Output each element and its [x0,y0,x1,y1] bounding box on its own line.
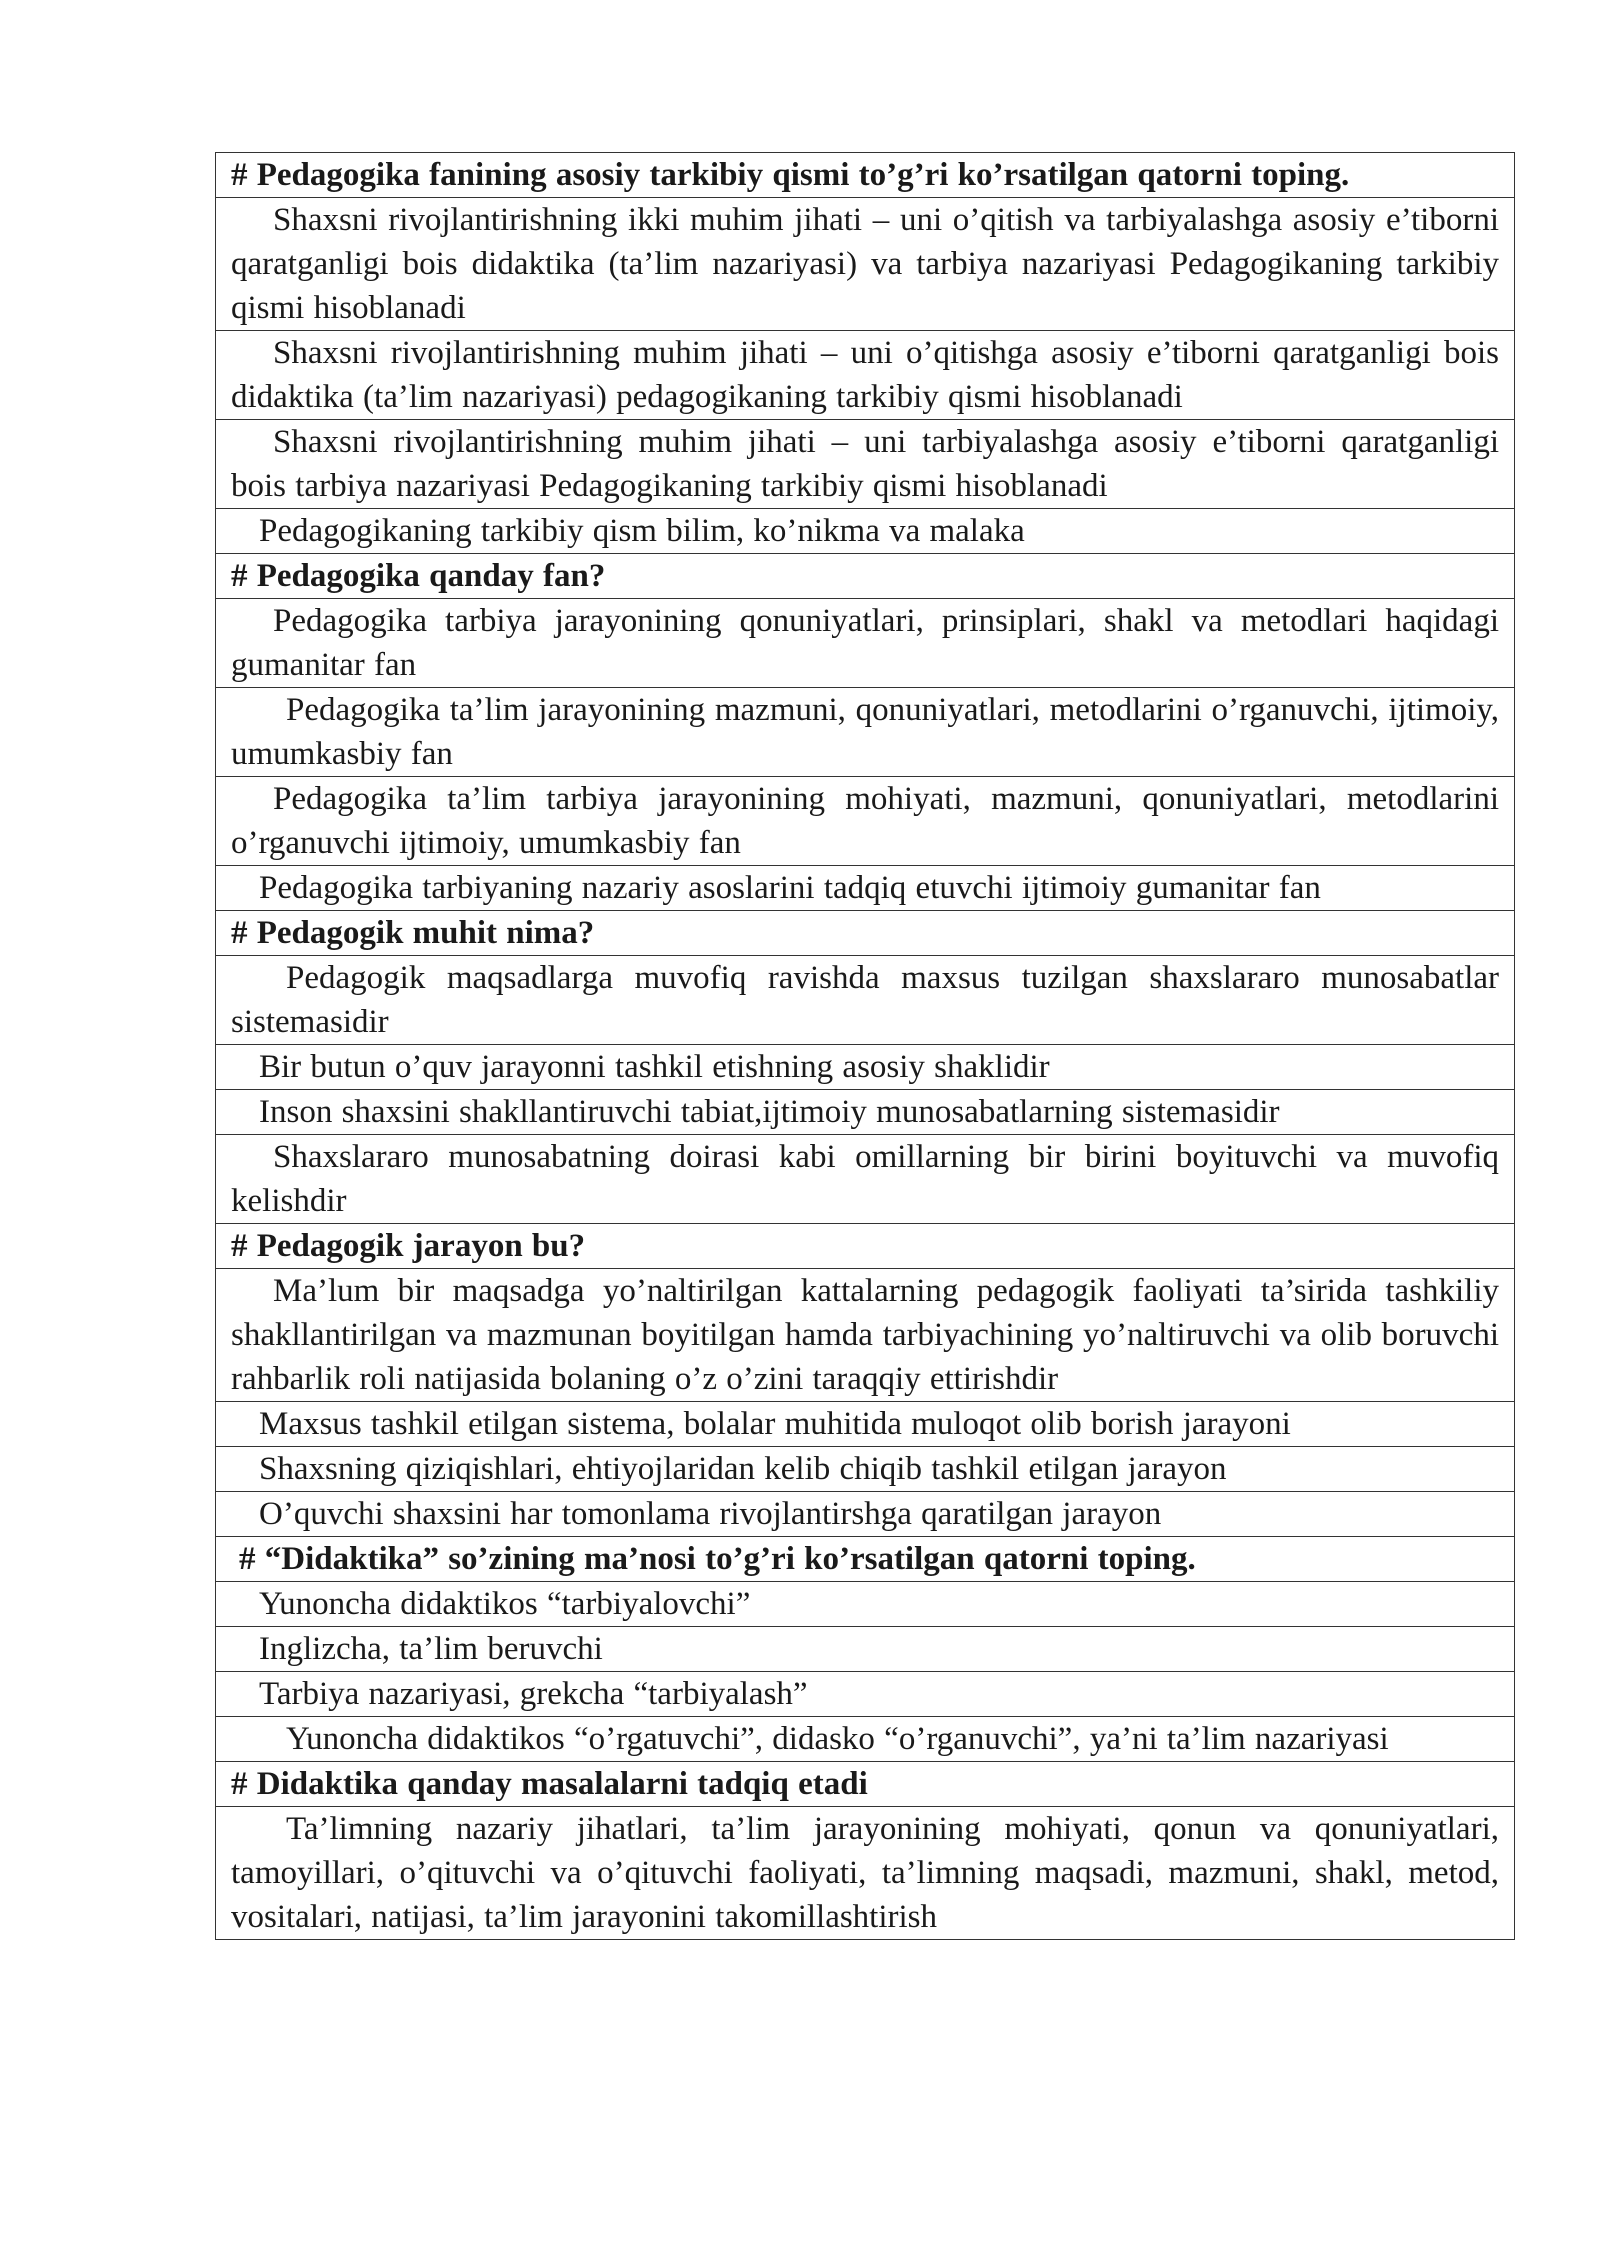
question-row [216,1224,1515,1269]
answer-option [216,1582,1515,1627]
answer-text: O’quvchi shaxsini har tomonlama rivojlantirshga qaratilgan jarayon [216,1492,1515,1537]
answer-text: Inglizcha, ta’lim beruvchi [216,1627,1515,1672]
answer-text: Shaxsni rivojlantirishning ikki muhim jihati – uni o’qitish va tarbiyalashga asosiy e’tiborni qaratganligi bois didaktika (ta’lim nazariyasi) va tarbiya nazariyasi Pedagogikaning tarkibiy qismi hisoblanadi [216,198,1515,331]
answer-option [216,1807,1515,1940]
answer-text: Pedagogikaning tarkibiy qism bilim, ko’nikma va malaka [216,509,1515,554]
answer-option [216,198,1515,331]
question-row [216,911,1515,956]
question-text: # Pedagogika fanining asosiy tarkibiy qismi to’g’ri ko’rsatilgan qatorni toping. [216,153,1515,198]
answer-text: Ta’limning nazariy jihatlari, ta’lim jarayonining mohiyati, qonun va qonuniyatlari, tamoyillari, o’qituvchi va o’qituvchi faoliyati, ta’limning maqsadi, mazmuni, shakl, metod, vositalari, natijasi, ta’lim jarayonini takomillashtirish [216,1807,1515,1940]
answer-text: Shaxsni rivojlantirishning muhim jihati – uni tarbiyalashga asosiy e’tiborni qaratganligi bois tarbiya nazariyasi Pedagogikaning tarkibiy qismi hisoblanadi [216,420,1515,509]
answer-option [216,599,1515,688]
question-text: # Pedagogika qanday fan? [216,554,1515,599]
answer-option [216,956,1515,1045]
question-row [216,1762,1515,1807]
answer-text: Pedagogika ta’lim tarbiya jarayonining mohiyati, mazmuni, qonuniyatlari, metodlarini o’rganuvchi ijtimoiy, umumkasbiy fan [216,777,1515,866]
question-text: # Pedagogik jarayon bu? [216,1224,1515,1269]
answer-option [216,1090,1515,1135]
answer-text: Yunoncha didaktikos “o’rgatuvchi”, didasko “o’rganuvchi”, ya’ni ta’lim nazariyasi [216,1717,1515,1762]
answer-text: Shaxsni rivojlantirishning muhim jihati – uni o’qitishga asosiy e’tiborni qaratganligi bois didaktika (ta’lim nazariyasi) pedagogikaning tarkibiy qismi hisoblanadi [216,331,1515,420]
answer-option [216,1269,1515,1402]
answer-text: Yunoncha didaktikos “tarbiyalovchi” [216,1582,1515,1627]
quiz-table [215,152,1515,1940]
answer-option [216,1045,1515,1090]
answer-text: Ma’lum bir maqsadga yo’naltirilgan kattalarning pedagogik faoliyati ta’sirida tashkiliy shakllantirilgan va mazmunan boyitilgan hamda tarbiyachining yo’naltiruvchi va olib boruvchi rahbarlik roli natijasida bolaning o’z o’zini taraqqiy ettirishdir [216,1269,1515,1402]
answer-option [216,331,1515,420]
question-row [216,1537,1515,1582]
answer-text: Bir butun o’quv jarayonni tashkil etishning asosiy shaklidir [216,1045,1515,1090]
question-text: # Didaktika qanday masalalarni tadqiq etadi [216,1762,1515,1807]
question-text: # Pedagogik muhit nima? [216,911,1515,956]
answer-option [216,1672,1515,1717]
answer-text: Maxsus tashkil etilgan sistema, bolalar muhitida muloqot olib borish jarayoni [216,1402,1515,1447]
answer-option [216,688,1515,777]
question-row [216,554,1515,599]
answer-option [216,866,1515,911]
question-text: # “Didaktika” so’zining ma’nosi to’g’ri ko’rsatilgan qatorni toping. [216,1537,1515,1582]
answer-option [216,509,1515,554]
answer-text: Pedagogika tarbiyaning nazariy asoslarini tadqiq etuvchi ijtimoiy gumanitar fan [216,866,1515,911]
answer-option [216,777,1515,866]
answer-option [216,1135,1515,1224]
answer-option [216,1402,1515,1447]
answer-option [216,1492,1515,1537]
question-row [216,153,1515,198]
answer-text: Shaxsning qiziqishlari, ehtiyojlaridan kelib chiqib tashkil etilgan jarayon [216,1447,1515,1492]
answer-text: Shaxslararo munosabatning doirasi kabi omillarning bir birini boyituvchi va muvofiq kelishdir [216,1135,1515,1224]
answer-text: Pedagogik maqsadlarga muvofiq ravishda maxsus tuzilgan shaxslararo munosabatlar sistemasidir [216,956,1515,1045]
answer-text: Pedagogika ta’lim jarayonining mazmuni, qonuniyatlari, metodlarini o’rganuvchi, ijtimoiy, umumkasbiy fan [216,688,1515,777]
answer-option [216,1627,1515,1672]
answer-text: Pedagogika tarbiya jarayonining qonuniyatlari, prinsiplari, shakl va metodlari haqidagi gumanitar fan [216,599,1515,688]
answer-text: Tarbiya nazariyasi, grekcha “tarbiyalash” [216,1672,1515,1717]
answer-text: Inson shaxsini shakllantiruvchi tabiat,ijtimoiy munosabatlarning sistemasidir [216,1090,1515,1135]
answer-option [216,1447,1515,1492]
test-document [215,152,1515,1940]
answer-option [216,420,1515,509]
answer-option [216,1717,1515,1762]
